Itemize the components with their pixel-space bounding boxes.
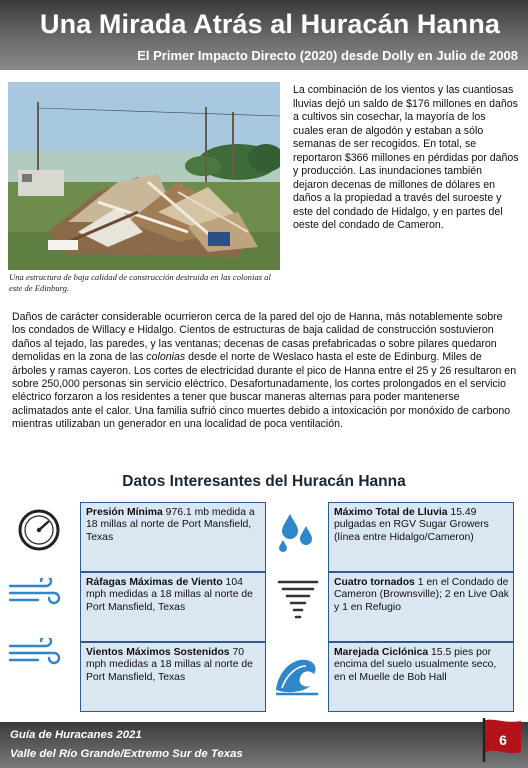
fact-text: 976.1 mb medida a 18 millas al norte de Port Mansfield, Texas: [86, 507, 255, 543]
page-header: [0, 0, 528, 70]
footer-region: Valle del Río Grande/Extremo Sur de Texas: [10, 748, 243, 760]
page-number: 6: [499, 732, 507, 748]
page-subtitle: El Primer Impacto Directo (2020) desde Dolly en Julio de 2008: [137, 48, 518, 63]
fact-label: Presión Mínima: [86, 507, 163, 518]
fact-min-pressure: [80, 502, 266, 572]
fact-label: Cuatro tornados: [334, 577, 415, 588]
paragraph-2-text-b: desde el norte de Weslaco hasta el este de Edinburg. Miles de árboles y ramas cayeron. Los cortes de electricidad durante el pico de Hanna entre el 25 y 26 resultaron en sobre 250,000 personas sin servicio eléctrico. Desafortunadamente, los cortes prolongados en el servicio eléctrico forzaron a los residentes a tener que buscar maneras alternas para poder mantenerse aclimatados ante el calor. Una familia sufrió cinco muertes debido a intoxicación por monóxido de carbono mientras utilizaban un generador en una localidad de poca ventilación.: [12, 351, 517, 431]
fact-text: 15.5 pies por encima del suelo usualmente seco, en el Muelle de Bob Hall: [334, 647, 497, 683]
fact-tornadoes: [328, 572, 514, 642]
fact-text: 70 mph medidas a 18 millas al norte de Port Mansfield, Texas: [86, 647, 253, 683]
fact-max-sustained-winds: [80, 642, 266, 712]
raindrops-icon: [274, 508, 320, 554]
damage-photo: [8, 82, 280, 270]
fact-label: Marejada Ciclónica: [334, 647, 429, 658]
fact-storm-surge: [328, 642, 514, 712]
article-paragraph-1: La combinación de los vientos y las cuantiosas lluvias dejó un saldo de $176 millones en daños a cultivos sin cosechar, la mayoría de los cuales eran de algodón y estaban a sólo semanas de ser recogidos. En total, se reportaron $366 millones en pérdidas por daños y producción. Las inundaciones también dejaron decenas de millones de dólares en daños a la propiedad a través del suroeste y este del condado de Hidalgo, y en partes del oeste del condado de Cameron.: [293, 84, 519, 231]
page-title: Una Mirada Atrás al Huracán Hanna: [40, 9, 500, 39]
gauge-icon: [17, 508, 61, 552]
paragraph-2-emphasis: colonias: [146, 351, 186, 364]
fact-text: 104 mph medidas a 18 millas al norte de Port Mansfield, Texas: [86, 577, 253, 613]
fact-label: Vientos Máximos Sostenidos: [86, 647, 230, 658]
paragraph-2-text-a: Daños de carácter considerable ocurrieron cerca de la pared del ojo de Hanna, más notablemente sobre los condados de Willacy e Hidalgo. Cientos de estructuras de baja calidad de construcción sostuvieron daños al tejado, las paredes, y las ventanas; decenas de casas prefabricadas o sobre pilares quedaron demolidas en la zona de las: [12, 311, 503, 364]
damage-photo-image: [8, 82, 280, 270]
page-footer: [0, 722, 528, 768]
wind-icon: [8, 578, 64, 606]
fact-text: 1 en el Condado de Cameron (Brownsville); 2 en Live Oak y 1 en Refugio: [334, 577, 509, 613]
fact-label: Máximo Total de Lluvia: [334, 507, 448, 518]
footer-guide-title: Guía de Huracanes 2021: [10, 729, 142, 741]
wave-icon: [274, 650, 320, 696]
tornado-icon: [276, 576, 320, 624]
fact-text: 15.49 pulgadas en RGV Sugar Growers (línea entre Hidalgo/Cameron): [334, 507, 489, 543]
article-paragraph-2: [12, 311, 518, 432]
facts-title: Datos Interesantes del Huracán Hanna: [122, 473, 406, 490]
fact-max-rainfall: [328, 502, 514, 572]
wind-icon: [8, 638, 64, 666]
photo-caption: Una estructura de baja calidad de construcción destruida en las colonias al este de Edinburg.: [9, 272, 271, 293]
fact-label: Ráfagas Máximas de Viento: [86, 577, 223, 588]
fact-max-gusts: [80, 572, 266, 642]
